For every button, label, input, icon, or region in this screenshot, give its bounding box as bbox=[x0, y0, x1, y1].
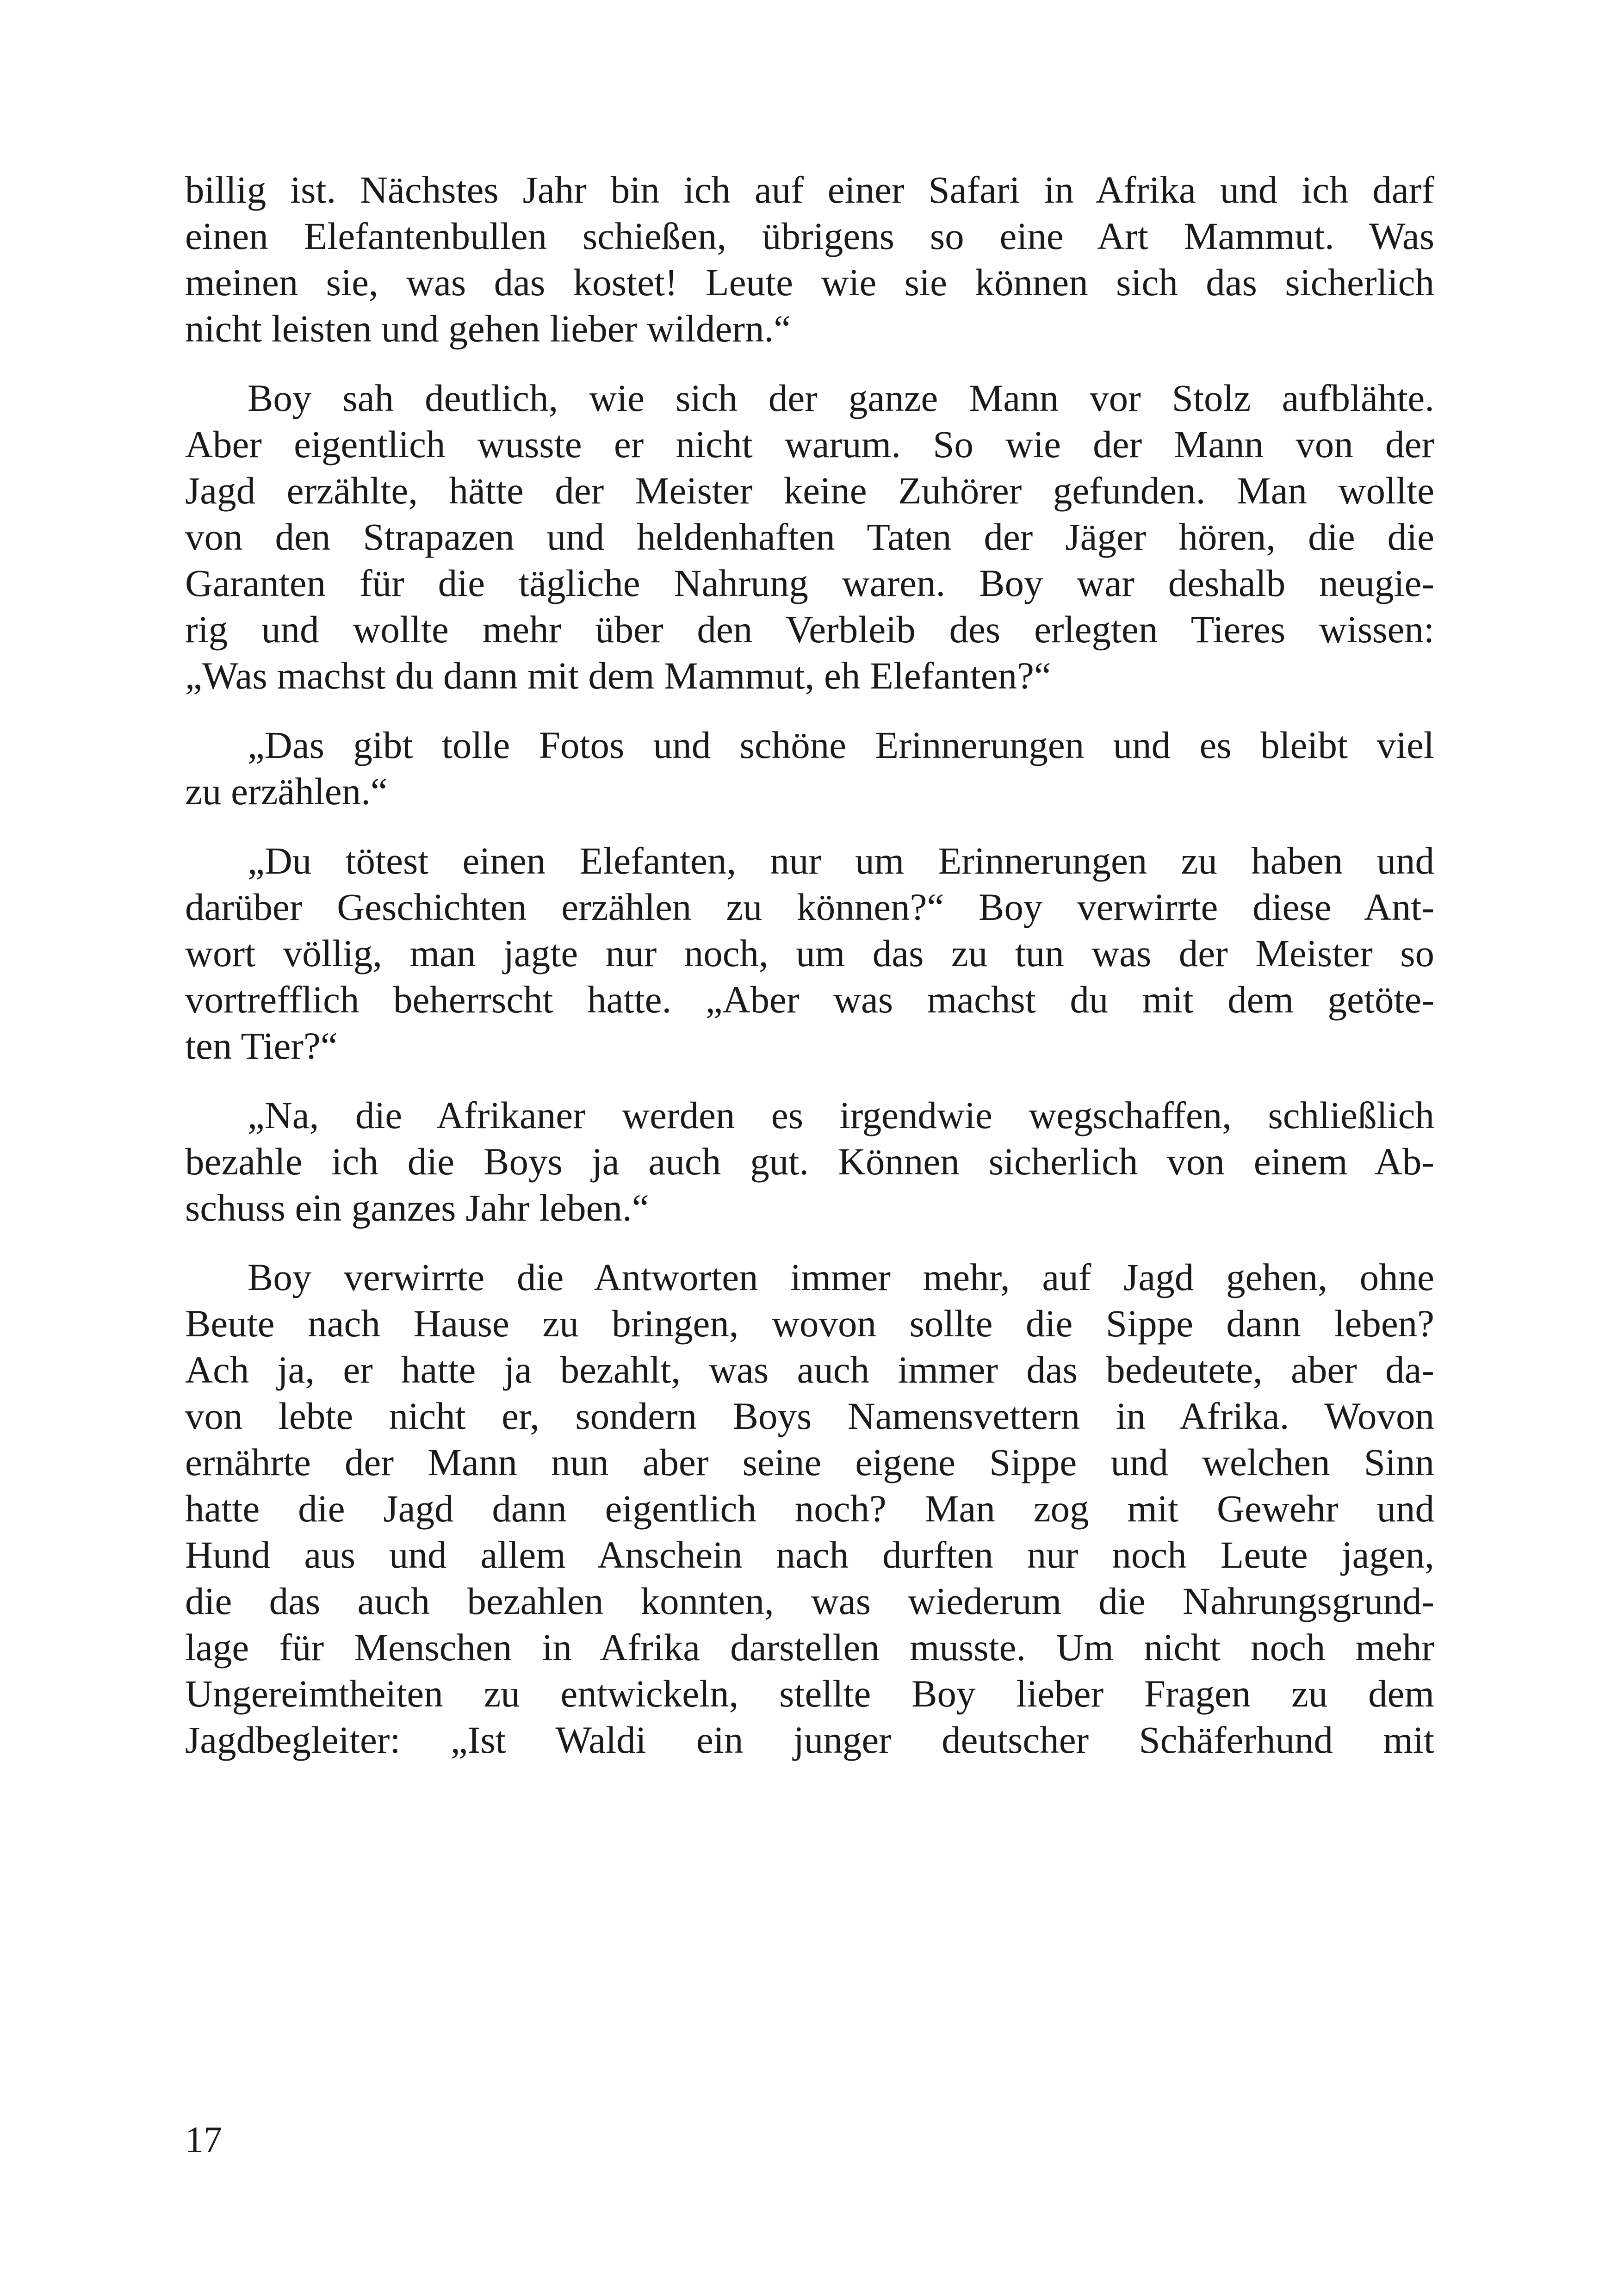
text-line: Ach ja, er hatte ja bezahlt, was auch immer das bedeutete, aber da- bbox=[185, 1348, 1434, 1391]
page-number: 17 bbox=[185, 2120, 222, 2160]
text-line: Jagd erzählte, hätte der Meister keine Zuhörer gefunden. Man wollte bbox=[185, 469, 1434, 512]
text-line: die das auch bezahlen konnten, was wiederum die Nahrungsgrund- bbox=[185, 1580, 1434, 1622]
paragraph bbox=[185, 722, 1434, 814]
text-line: „Du tötest einen Elefanten, nur um Erinnerungen zu haben und bbox=[248, 839, 1434, 882]
text-line: Ungereimtheiten zu entwickeln, stellte Boy lieber Fragen zu dem bbox=[185, 1672, 1434, 1715]
text-line: „Was machst du dann mit dem Mammut, eh Elefanten?“ bbox=[185, 654, 1051, 697]
text-line: billig ist. Nächstes Jahr bin ich auf einer Safari in Afrika und ich darf bbox=[185, 168, 1434, 211]
text-line: Boy sah deutlich, wie sich der ganze Mann vor Stolz aufblähte. bbox=[248, 377, 1434, 419]
text-line: meinen sie, was das kostet! Leute wie sie können sich das sicherlich bbox=[185, 261, 1434, 304]
text-line: von den Strapazen und heldenhaften Taten der Jäger hören, die die bbox=[185, 515, 1434, 558]
text-line: ernährte der Mann nun aber seine eigene Sippe und welchen Sinn bbox=[185, 1441, 1434, 1483]
text-line: vortrefflich beherrscht hatte. „Aber was machst du mit dem getöte- bbox=[185, 978, 1434, 1021]
text-line: Beute nach Hause zu bringen, wovon sollte die Sippe dann leben? bbox=[185, 1302, 1434, 1345]
text-line: Hund aus und allem Anschein nach durften nur noch Leute jagen, bbox=[185, 1533, 1434, 1576]
text-line: einen Elefantenbullen schießen, übrigens so eine Art Mammut. Was bbox=[185, 215, 1434, 257]
text-line: schuss ein ganzes Jahr leben.“ bbox=[185, 1186, 649, 1229]
paragraph bbox=[185, 838, 1434, 1069]
text-line: hatte die Jagd dann eigentlich noch? Man zog mit Gewehr und bbox=[185, 1487, 1434, 1530]
text-line: zu erzählen.“ bbox=[185, 770, 388, 813]
text-line: „Na, die Afrikaner werden es irgendwie wegschaffen, schließlich bbox=[248, 1094, 1434, 1136]
text-line: wort völlig, man jagte nur noch, um das zu tun was der Meister so bbox=[185, 932, 1434, 974]
paragraph bbox=[185, 1092, 1434, 1231]
text-line: darüber Geschichten erzählen zu können?“ Boy verwirrte diese Ant- bbox=[185, 886, 1434, 928]
text-line: nicht leisten und gehen lieber wildern.“ bbox=[185, 307, 791, 350]
text-line: lage für Menschen in Afrika darstellen musste. Um nicht noch mehr bbox=[185, 1626, 1434, 1669]
text-line: „Das gibt tolle Fotos und schöne Erinnerungen und es bleibt viel bbox=[248, 724, 1434, 766]
text-line: ten Tier?“ bbox=[185, 1024, 338, 1067]
text-line: von lebte nicht er, sondern Boys Namensvettern in Afrika. Wovon bbox=[185, 1395, 1434, 1437]
text-line: rig und wollte mehr über den Verbleib des erlegten Tieres wissen: bbox=[185, 608, 1434, 651]
body-text bbox=[185, 167, 1434, 1786]
text-line: Aber eigentlich wusste er nicht warum. So wie der Mann von der bbox=[185, 423, 1434, 465]
text-line: bezahle ich die Boys ja auch gut. Können sicherlich von einem Ab- bbox=[185, 1140, 1434, 1183]
text-line: Jagdbegleiter: „Ist Waldi ein junger deutscher Schäferhund mit bbox=[185, 1719, 1434, 1761]
paragraph bbox=[185, 375, 1434, 699]
paragraph bbox=[185, 1254, 1434, 1763]
paragraph bbox=[185, 167, 1434, 352]
text-line: Boy verwirrte die Antworten immer mehr, auf Jagd gehen, ohne bbox=[248, 1256, 1434, 1298]
text-line: Garanten für die tägliche Nahrung waren. Boy war deshalb neugie- bbox=[185, 562, 1434, 604]
